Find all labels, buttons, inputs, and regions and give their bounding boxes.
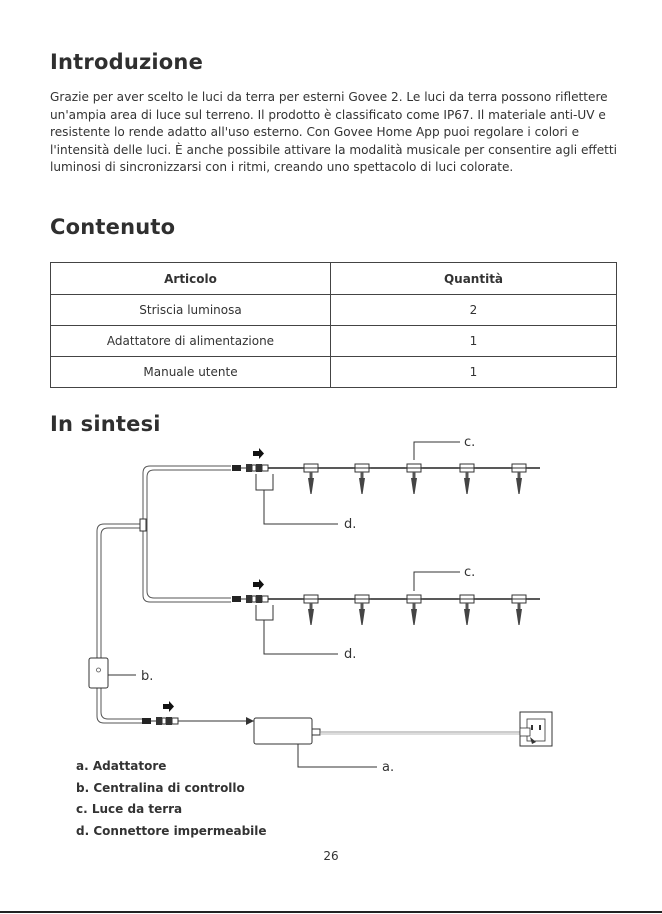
controller-box [89,658,136,688]
overview-heading: In sintesi [50,412,161,436]
table-cell-item: Manuale utente [51,357,331,388]
legend-label: Adattatore [92,759,167,773]
callout-b: b. [141,669,154,684]
legend-item [76,756,267,778]
legend-item [76,799,267,821]
legend-label: Connettore impermeabile [93,823,267,838]
table-header-quantity: Quantità [331,263,617,295]
table-cell-quantity: 2 [331,295,617,326]
table-cell-item: Adattatore di alimentazione [51,326,331,357]
legend-key: a. [76,759,89,773]
table-cell-quantity: 1 [331,326,617,357]
ground-light [353,464,371,494]
main-cables [97,466,231,723]
callout-d-top: d. [344,517,357,532]
ground-light [510,464,528,494]
table-cell-item: Striscia luminosa [51,295,331,326]
legend-key: b. [76,780,90,795]
ground-light [405,595,423,625]
table-cell-quantity: 1 [331,357,617,388]
bottom-divider [0,911,662,913]
ground-light [458,464,476,494]
callout-c-top: c. [464,435,476,450]
contents-heading: Contenuto [50,215,176,239]
page-number: 26 [323,849,339,863]
ground-light [302,595,320,625]
wall-outlet [520,712,552,746]
cable-splitter [140,519,146,531]
table-header-item: Articolo [51,263,331,295]
intro-heading: Introduzione [50,50,204,74]
power-adapter [254,718,520,744]
light-string-top [232,448,540,494]
intro-paragraph: Grazie per aver scelto le luci da terra per esterni Govee 2. Le luci da terra possono riflettere un'ampia area di luce sul terreno. Il prodotto è classificato come IP67. Il materiale anti-UV e resistente lo rende adatto all'uso esterno. Con Govee Home App puoi regolare i colori e l'intensità delle luci. È anche possibile attivare la modalità musicale per consentire agli effetti luminosi di sincronizzarsi con i ritmi, creando uno spettacolo di luci colorate. [50,90,618,174]
legend-label: Centralina di controllo [93,780,245,795]
legend-key: c. [76,802,88,816]
ground-light [405,464,423,494]
ground-light [302,464,320,494]
power-connector [142,701,254,725]
ground-light [510,595,528,625]
callout-d-bottom: d. [344,647,357,662]
diagram-legend [76,756,267,842]
callout-c-bottom: c. [464,565,476,580]
ground-light [458,595,476,625]
legend-item [76,778,267,800]
callout-a: a. [382,760,395,775]
light-string-bottom [232,579,540,625]
legend-item [76,821,267,843]
legend-label: Luce da terra [91,802,183,816]
ground-light [353,595,371,625]
legend-key: d. [76,823,90,838]
